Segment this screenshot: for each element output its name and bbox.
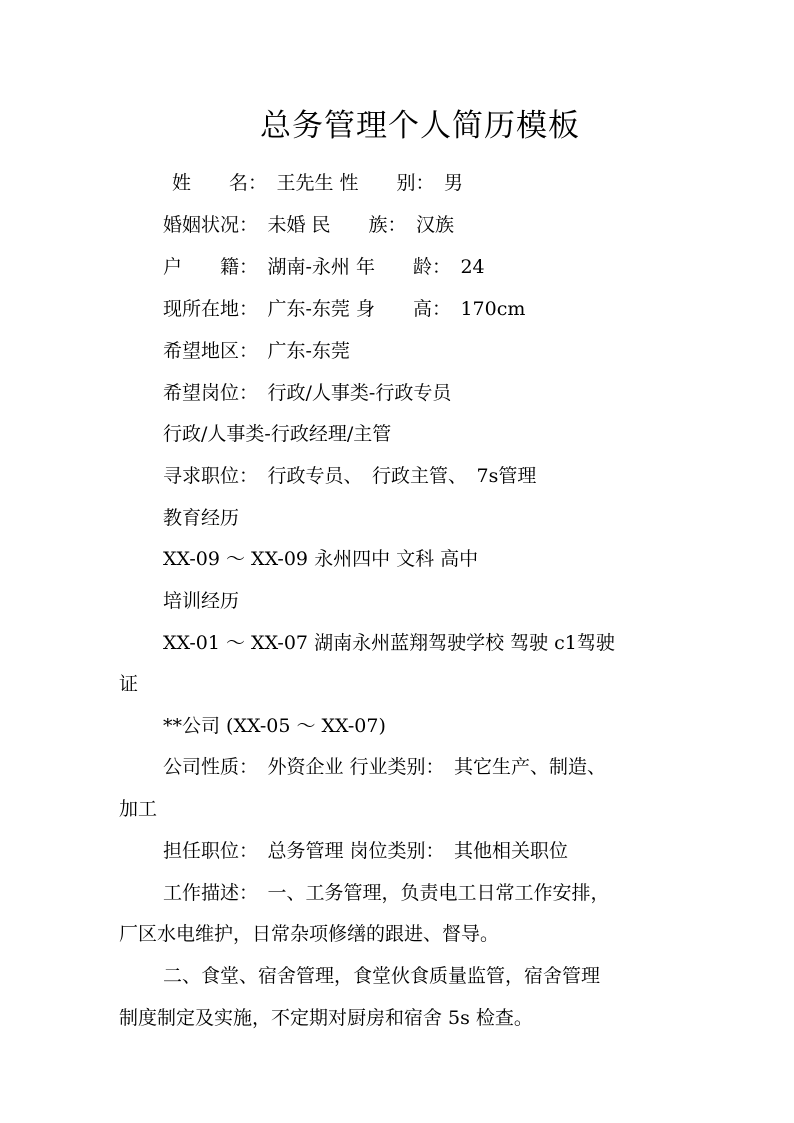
company-type-line-wrap: 加工 — [119, 798, 158, 820]
job-description-item-2-wrap: 制度制定及实施，不定期对厨房和宿舍 5s 检查。 — [119, 1007, 533, 1029]
job-description-line: 工作描述： 一、工务管理，负责电工日常工作安排， — [163, 882, 610, 904]
education-entry: XX-09 ～ XX-09 永州四中 文科 高中 — [163, 548, 479, 570]
sought-position-line: 寻求职位： 行政专员、 行政主管、 7s管理 — [163, 465, 537, 487]
document-title: 总务管理个人简历模板 — [260, 108, 580, 144]
location-height-line: 现所在地： 广东-东莞 身 高： 170cm — [163, 298, 526, 320]
desired-position-line: 希望岗位： 行政/人事类-行政专员 — [163, 382, 452, 404]
name-gender-line: 姓 名： 王先生 性 别： 男 — [172, 172, 464, 194]
desired-position-line-2: 行政/人事类-行政经理/主管 — [163, 423, 392, 445]
training-heading: 培训经历 — [163, 590, 240, 612]
education-heading: 教育经历 — [163, 507, 240, 529]
household-age-line: 户 籍： 湖南-永州 年 龄： 24 — [163, 256, 485, 278]
job-description-item-2: 二、食堂、宿舍管理，食堂伙食质量监管，宿舍管理 — [163, 965, 601, 987]
company-type-line: 公司性质： 外资企业 行业类别： 其它生产、制造、 — [163, 756, 607, 778]
held-position-line: 担任职位： 总务管理 岗位类别： 其他相关职位 — [163, 840, 569, 862]
job-description-line-wrap: 厂区水电维护，日常杂项修缮的跟进、督导。 — [119, 923, 500, 945]
marital-ethnicity-line: 婚姻状况： 未婚 民 族： 汉族 — [163, 214, 455, 236]
company-line: **公司 (XX-05 ～ XX-07) — [163, 715, 386, 737]
desired-region-line: 希望地区： 广东-东莞 — [163, 340, 350, 362]
training-entry-wrap: 证 — [119, 673, 139, 695]
training-entry: XX-01 ～ XX-07 湖南永州蓝翔驾驶学校 驾驶 c1驾驶 — [163, 632, 615, 654]
